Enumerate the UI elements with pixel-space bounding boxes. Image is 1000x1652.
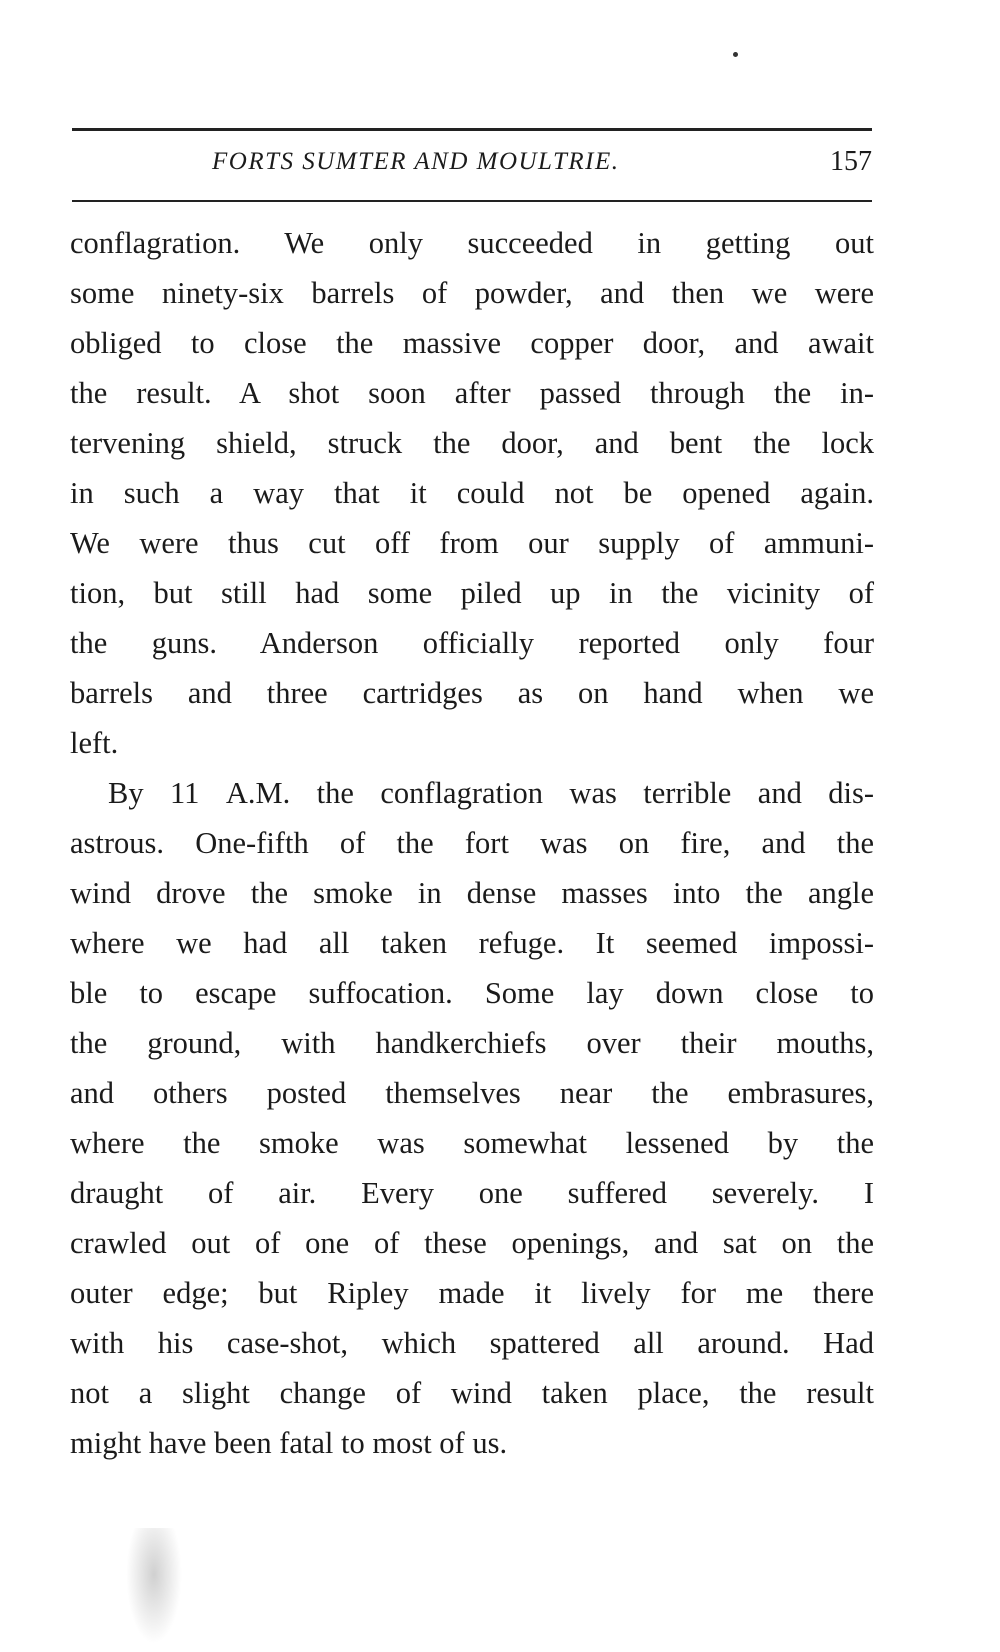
text-line: the guns. Anderson officially reported only four — [70, 626, 874, 660]
text-line: outer edge; but Ripley made it lively for me there — [70, 1276, 874, 1310]
text-line: conflagration. We only succeeded in getting out — [70, 226, 874, 260]
text-line: where the smoke was somewhat lessened by the — [70, 1126, 874, 1160]
text-line: We were thus cut off from our supply of ammuni- — [70, 526, 874, 560]
text-line: the result. A shot soon after passed through the in- — [70, 376, 874, 410]
text-line: ble to escape suffocation. Some lay down close to — [70, 976, 874, 1010]
text-line: tervening shield, struck the door, and bent the lock — [70, 426, 874, 460]
page-number: 157 — [830, 146, 872, 177]
text-line: in such a way that it could not be opened again. — [70, 476, 874, 510]
text-line: the ground, with handkerchiefs over their mouths, — [70, 1026, 874, 1060]
text-line — [70, 768, 874, 818]
text-line: crawled out of one of these openings, and sat on the — [70, 1226, 874, 1260]
text-line: left. — [70, 726, 119, 760]
text-line: astrous. One-fifth of the fort was on fire, and the — [70, 826, 874, 860]
paper-stain — [126, 1528, 182, 1644]
text-line: might have been fatal to most of us. — [70, 1426, 508, 1460]
ink-speck — [733, 52, 738, 57]
running-title: FORTS SUMTER AND MOULTRIE. — [212, 148, 620, 175]
text-line: wind drove the smoke in dense masses into the angle — [70, 876, 874, 910]
text-fragment: the conflagration was terrible and dis- — [290, 776, 875, 810]
text-line: where we had all taken refuge. It seemed impossi- — [70, 926, 874, 960]
text-line: tion, but still had some piled up in the vicinity of — [70, 576, 874, 610]
header-rule-bottom — [72, 200, 872, 202]
text-line: draught of air. Every one suffered severely. I — [70, 1176, 874, 1210]
body-text — [70, 218, 874, 1468]
paragraph-1 — [70, 218, 874, 768]
text-line: and others posted themselves near the embrasures, — [70, 1076, 874, 1110]
text-line: obliged to close the massive copper door, and await — [70, 326, 874, 360]
paragraph-2 — [70, 768, 874, 1468]
text-line: barrels and three cartridges as on hand when we — [70, 676, 874, 710]
time-abbreviation: A.M. — [225, 776, 291, 810]
header-rule-top — [72, 128, 872, 131]
text-line: not a slight change of wind taken place, the result — [70, 1376, 874, 1410]
text-fragment: By 11 — [108, 776, 226, 810]
text-line: with his case-shot, which spattered all around. Had — [70, 1326, 874, 1360]
running-head — [72, 146, 872, 186]
text-line: some ninety-six barrels of powder, and then we were — [70, 276, 874, 310]
